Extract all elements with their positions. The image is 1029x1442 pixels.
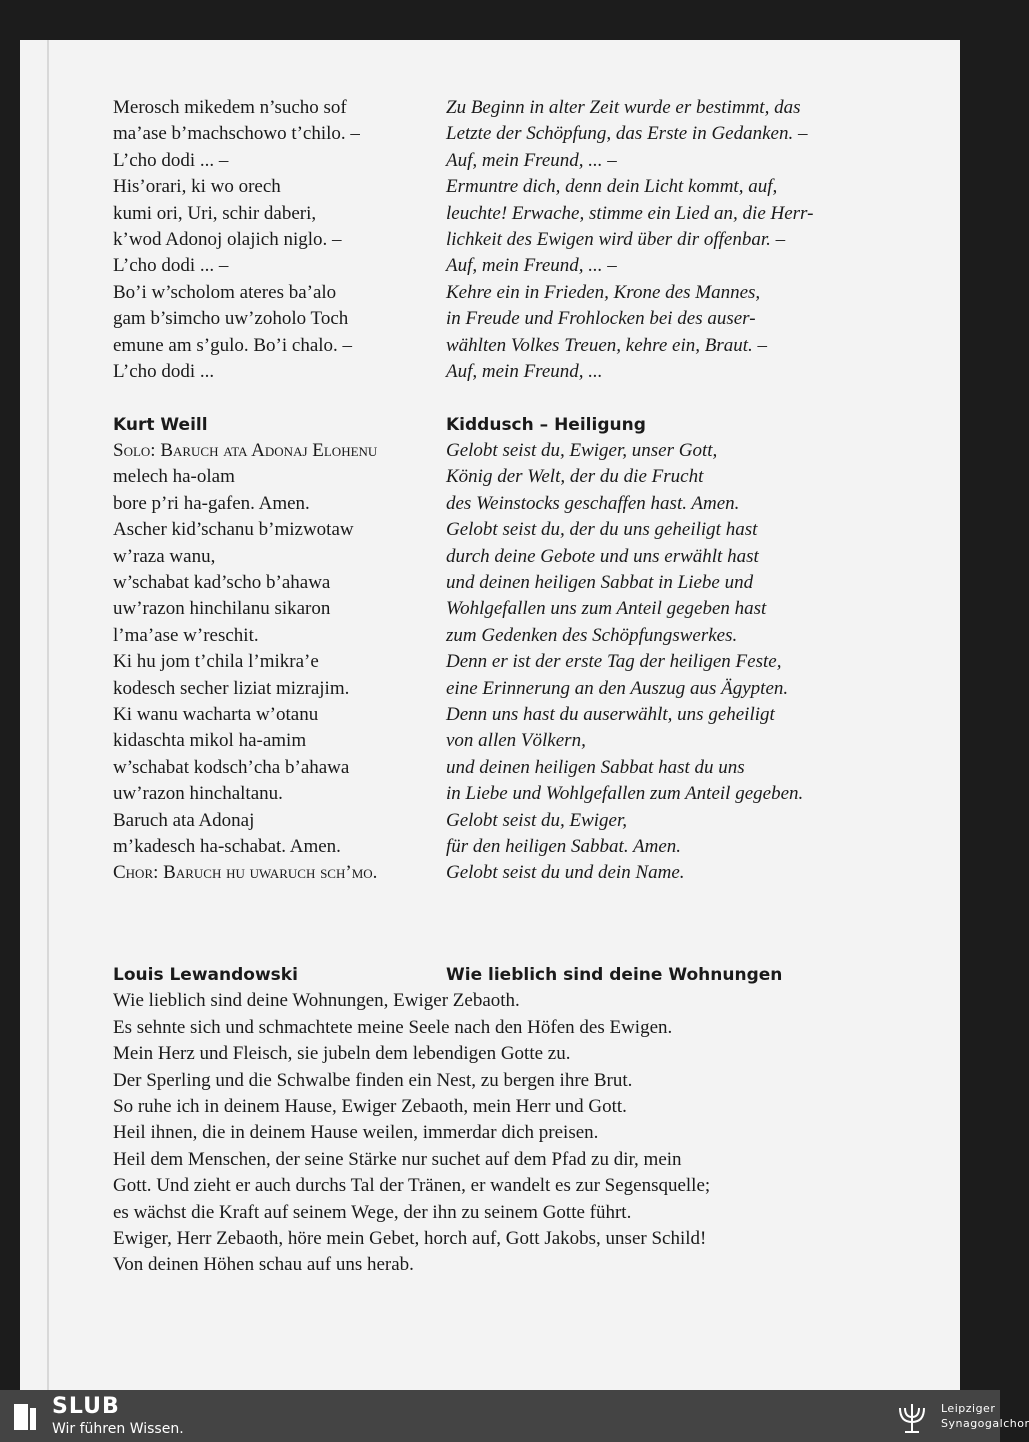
lewandowski-section xyxy=(113,962,873,1279)
blank-line xyxy=(446,385,886,411)
text-line: kodesch secher liziat mizrajim. xyxy=(113,677,350,699)
brand-tagline: Wir führen Wissen. xyxy=(52,1421,184,1437)
text-line: für den heiligen Sabbat. Amen. xyxy=(446,835,682,857)
text-line: es wächst die Kraft auf seinem Wege, der ihn zu seinem Gotte führt. xyxy=(113,1201,632,1223)
text-line: So ruhe ich in deinem Hause, Ewiger Zebaoth, mein Herr und Gott. xyxy=(113,1095,627,1117)
text-line: emune am s’gulo. Bo’i chalo. – xyxy=(113,334,353,356)
slub-logo-icon xyxy=(14,1404,36,1430)
text-line: bore p’ri ha-gafen. Amen. xyxy=(113,492,310,514)
text-line: Bo’i w’scholom ateres ba’alo xyxy=(113,281,337,303)
text-line: L’cho dodi ... xyxy=(113,360,215,382)
solo-text: Solo: Baruch ata Adonaj Elohenu xyxy=(113,440,378,462)
text-line: melech ha-olam xyxy=(113,466,235,488)
text-line: in Liebe und Wohlgefallen zum Anteil gegeben. xyxy=(446,783,804,805)
text-line: ma’ase b’machschowo t’chilo. – xyxy=(113,123,360,145)
section-heading-row xyxy=(113,962,873,988)
text-line: Denn er ist der erste Tag der heiligen Feste, xyxy=(446,651,782,673)
text-line: Letzte der Schöpfung, das Erste in Gedanken. – xyxy=(446,123,808,145)
german-column xyxy=(446,95,886,887)
hebrew-column xyxy=(113,95,443,887)
text-line: von allen Völkern, xyxy=(446,730,586,752)
text-line: in Freude und Frohlocken bei des auser- xyxy=(446,308,756,330)
text-line: Auf, mein Freund, ... – xyxy=(446,255,617,277)
text-line: und deinen heiligen Sabbat hast du uns xyxy=(446,756,745,778)
section-heading: Wie lieblich sind deine Wohnungen xyxy=(446,965,783,985)
text-line: Baruch ata Adonaj xyxy=(113,809,255,831)
text-line xyxy=(113,860,443,886)
text-line: lichkeit des Ewigen wird über dir offenbar. – xyxy=(446,228,786,250)
brand-name: SLUB xyxy=(52,1394,120,1419)
text-line: Mein Herz und Fleisch, sie jubeln dem lebendigen Gotte zu. xyxy=(113,1043,571,1065)
text-line: uw’razon hinchilanu sikaron xyxy=(113,598,331,620)
menorah-logo-icon xyxy=(893,1398,931,1436)
text-line: m’kadesch ha-schabat. Amen. xyxy=(113,835,341,857)
choir-name-line1: Leipziger xyxy=(941,1402,996,1415)
text-line: durch deine Gebote und uns erwählt hast xyxy=(446,545,759,567)
page-fold xyxy=(47,40,49,1390)
text-line: eine Erinnerung an den Auszug aus Ägypten. xyxy=(446,677,789,699)
text-line: k’wod Adonoj olajich niglo. – xyxy=(113,228,342,250)
section-heading: Kiddusch – Heiligung xyxy=(446,414,646,435)
blank-line xyxy=(113,385,443,411)
text-line: Zu Beginn in alter Zeit wurde er bestimmt, das xyxy=(446,97,801,118)
text-line: uw’razon hinchaltanu. xyxy=(113,783,283,805)
text-line: Ermuntre dich, denn dein Licht kommt, auf, xyxy=(446,176,778,198)
text-line: des Weinstocks geschaffen hast. Amen. xyxy=(446,492,740,514)
choir-name-line2: Synagogalchor xyxy=(941,1417,1029,1430)
text-line: w’schabat kad’scho b’ahawa xyxy=(113,572,331,594)
text-line: L’cho dodi ... – xyxy=(113,255,229,277)
text-line: gam b’simcho uw’zoholo Toch xyxy=(113,308,349,330)
text-line: Von deinen Höhen schau auf uns herab. xyxy=(113,1254,414,1276)
chor-text: Chor: Baruch hu uwaruch sch’mo. xyxy=(113,862,378,884)
composer-heading: Louis Lewandowski xyxy=(113,965,298,985)
text-line: König der Welt, der du die Frucht xyxy=(446,466,704,488)
text-line: Es sehnte sich und schmachtete meine Seele nach den Höfen des Ewigen. xyxy=(113,1016,673,1038)
text-line: w’schabat kodsch’cha b’ahawa xyxy=(113,756,350,778)
text-line: Gelobt seist du, der du uns geheiligt hast xyxy=(446,519,758,541)
text-line: Gelobt seist du, Ewiger, xyxy=(446,809,628,831)
text-line: Ki hu jom t’chila l’mikra’e xyxy=(113,651,319,673)
text-line: Auf, mein Freund, ... – xyxy=(446,149,617,171)
text-line: kumi ori, Uri, schir daberi, xyxy=(113,202,317,224)
text-line: w’raza wanu, xyxy=(113,545,216,567)
text-line: l’ma’ase w’reschit. xyxy=(113,624,259,646)
text-line: Heil ihnen, die in deinem Hause weilen, immerdar dich preisen. xyxy=(113,1122,599,1144)
text-line xyxy=(113,438,443,464)
text-line: Auf, mein Freund, ... xyxy=(446,360,603,382)
text-line: Ki wanu wacharta w’otanu xyxy=(113,703,319,725)
footer-bar xyxy=(0,1390,1029,1442)
text-line: L’cho dodi ... – xyxy=(113,149,229,171)
text-line: Merosch mikedem n’sucho sof xyxy=(113,97,347,118)
text-line: Kehre ein in Frieden, Krone des Mannes, xyxy=(446,281,761,303)
text-line: Ascher kid’schanu b’mizwotaw xyxy=(113,519,354,541)
text-line: zum Gedenken des Schöpfungswerkes. xyxy=(446,624,738,646)
text-line: Denn uns hast du auserwählt, uns geheiligt xyxy=(446,703,775,725)
text-line: und deinen heiligen Sabbat in Liebe und xyxy=(446,572,754,594)
text-line: Wie lieblich sind deine Wohnungen, Ewiger Zebaoth. xyxy=(113,990,520,1012)
text-line: Gott. Und zieht er auch durchs Tal der Tränen, er wandelt es zur Segensquelle; xyxy=(113,1175,711,1197)
text-line: Gelobt seist du und dein Name. xyxy=(446,862,685,884)
text-line: leuchte! Erwache, stimme ein Lied an, die Herr- xyxy=(446,202,814,224)
composer-heading: Kurt Weill xyxy=(113,414,208,435)
text-line: His’orari, ki wo orech xyxy=(113,176,281,198)
text-line: Heil dem Menschen, der seine Stärke nur suchet auf dem Pfad zu dir, mein xyxy=(113,1148,682,1170)
text-line: Wohlgefallen uns zum Anteil gegeben hast xyxy=(446,598,767,620)
text-line: Ewiger, Herr Zebaoth, höre mein Gebet, horch auf, Gott Jakobs, unser Schild! xyxy=(113,1227,707,1249)
text-line: Der Sperling und die Schwalbe finden ein Nest, zu bergen ihre Brut. xyxy=(113,1069,633,1091)
text-line: Gelobt seist du, Ewiger, unser Gott, xyxy=(446,440,718,462)
text-line: kidaschta mikol ha-amim xyxy=(113,730,307,752)
text-line: wählten Volkes Treuen, kehre ein, Braut. – xyxy=(446,334,768,356)
